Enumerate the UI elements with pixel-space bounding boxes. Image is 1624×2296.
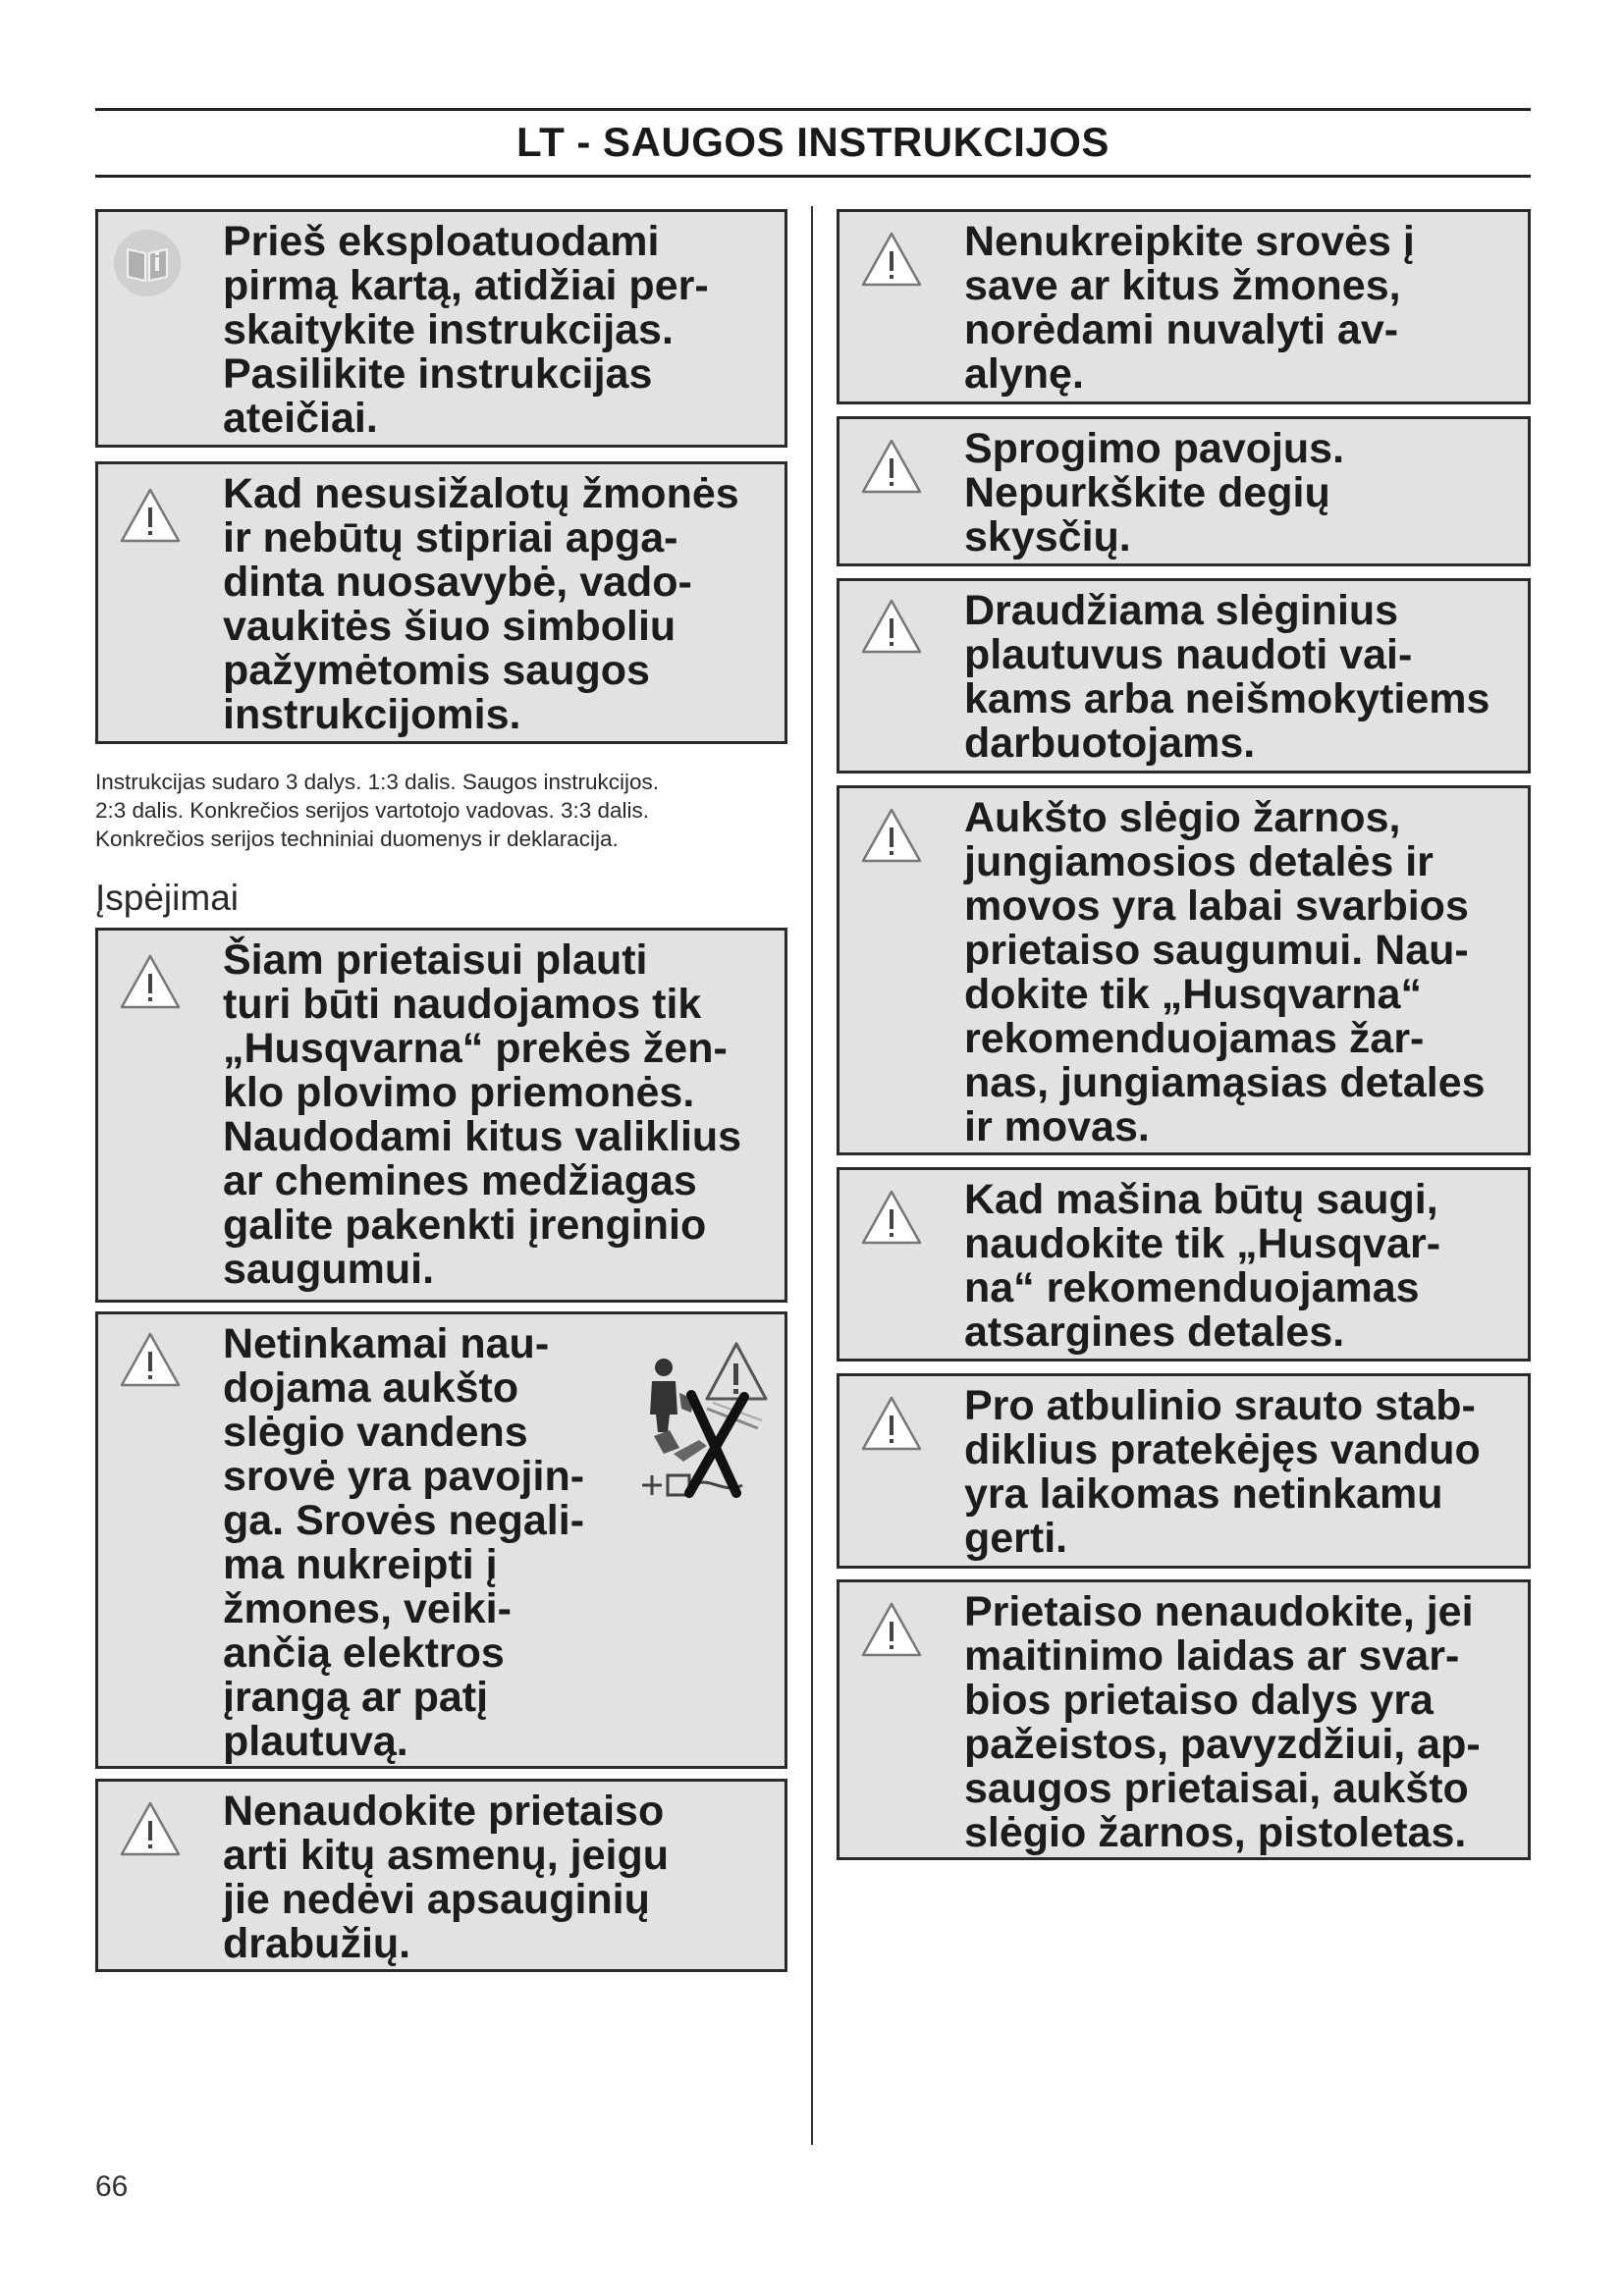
page-title: LT - SAUGOS INSTRUKCIJOS	[516, 119, 1110, 165]
warning-husqvarna-detergents	[95, 928, 787, 1303]
warning-text: Netinkamai nau- dojama aukšto slėgio vandens srovė yra pavojin- ga. Srovės negali- ma nukreipti į žmones, veiki- ančią elektros įrangą ar patį plautuvą.	[223, 1320, 585, 1765]
header-rule-bottom	[95, 175, 1531, 178]
warning-triangle-icon	[118, 486, 183, 545]
warning-text: Sprogimo pavojus. Nepurkškite degių skysčių.	[964, 425, 1345, 561]
warning-hoses	[837, 785, 1531, 1155]
warning-backflow-water	[837, 1373, 1531, 1569]
page-number: 66	[95, 2170, 129, 2203]
warning-high-pressure-jet	[95, 1311, 787, 1769]
warning-triangle-icon	[859, 1188, 924, 1247]
warning-explosion	[837, 416, 1531, 566]
notice-text: Kad nesusižalotų žmonės ir nebūtų stipriai apga- dinta nuosavybė, vado- vaukitės šiuo simboliu pažymėtomis saugos instrukcijomis.	[223, 470, 739, 738]
warning-text: Šiam prietaisui plauti turi būti naudojamos tik „Husqvarna“ prekės žen- klo plovimo priemonės. Naudodami kitus valiklius ar chemines medžiagas galite pakenkti įrenginio saugumui.	[223, 936, 742, 1293]
section-heading: Įspėjimai	[95, 878, 239, 918]
column-divider	[811, 206, 813, 2145]
warning-protective-clothing	[95, 1779, 787, 1972]
header-rule-top	[95, 108, 1531, 111]
intro-paragraph: Instrukcijas sudaro 3 dalys. 1:3 dalis. Saugos instrukcijos. 2:3 dalis. Konkrečios serijos vartotojo vadovas. 3:3 dalis. Konkrečios serijos techniniai duomenys ir deklaracija.	[95, 770, 660, 851]
warning-triangle-icon	[859, 597, 924, 656]
notice-text: Prieš eksploatuodami pirmą kartą, atidžiai per- skaitykite instrukcijas. Pasilikite instrukcijas ateičiai.	[223, 218, 709, 442]
warning-damaged-cord	[837, 1579, 1531, 1860]
warning-text: Aukšto slėgio žarnos, jungiamosios detalės ir movos yra labai svarbios prietaiso saugumui. Nau- dokite tik „Husqvarna“ rekomenduojamas žar- nas, jungiamąsias detales ir movas.	[964, 794, 1486, 1150]
warning-triangle-icon	[118, 1330, 183, 1389]
warning-triangle-icon	[118, 952, 183, 1011]
warning-triangle-icon	[859, 1394, 924, 1453]
warning-text: Kad mašina būtų saugi, naudokite tik „Husqvar- na“ rekomenduojamas atsargines detales.	[964, 1176, 1441, 1356]
warning-triangle-icon	[859, 437, 924, 496]
warning-footwear	[837, 209, 1531, 404]
no-spray-at-people-pictogram	[634, 1338, 776, 1505]
warning-triangle-icon	[859, 1600, 924, 1659]
notice-safety-symbol	[95, 461, 787, 744]
warning-triangle-icon	[118, 1799, 183, 1858]
warning-children	[837, 578, 1531, 774]
warning-text: Nenukreipkite srovės į save ar kitus žmones, norėdami nuvalyti av- alynę.	[964, 218, 1415, 398]
warning-text: Pro atbulinio srauto stab- diklius pratekėjęs vanduo yra laikomas netinkamu gerti.	[964, 1382, 1481, 1562]
warning-spare-parts	[837, 1167, 1531, 1362]
info-book-icon	[112, 228, 183, 298]
warning-text: Prietaiso nenaudokite, jei maitinimo laidas ar svar- bios prietaiso dalys yra pažeistos, pavyzdžiui, ap- saugos prietaisai, aukšto slėgio žarnos, pistoletas.	[964, 1588, 1481, 1856]
warning-triangle-icon	[859, 230, 924, 289]
warning-text: Nenaudokite prietaiso arti kitų asmenų, jeigu jie nedėvi apsauginių drabužių.	[223, 1788, 669, 1967]
warning-text: Draudžiama slėginius plautuvus naudoti vai- kams arba neišmokytiems darbuotojams.	[964, 587, 1490, 767]
notice-read-instructions	[95, 209, 787, 448]
warning-triangle-icon	[859, 806, 924, 865]
